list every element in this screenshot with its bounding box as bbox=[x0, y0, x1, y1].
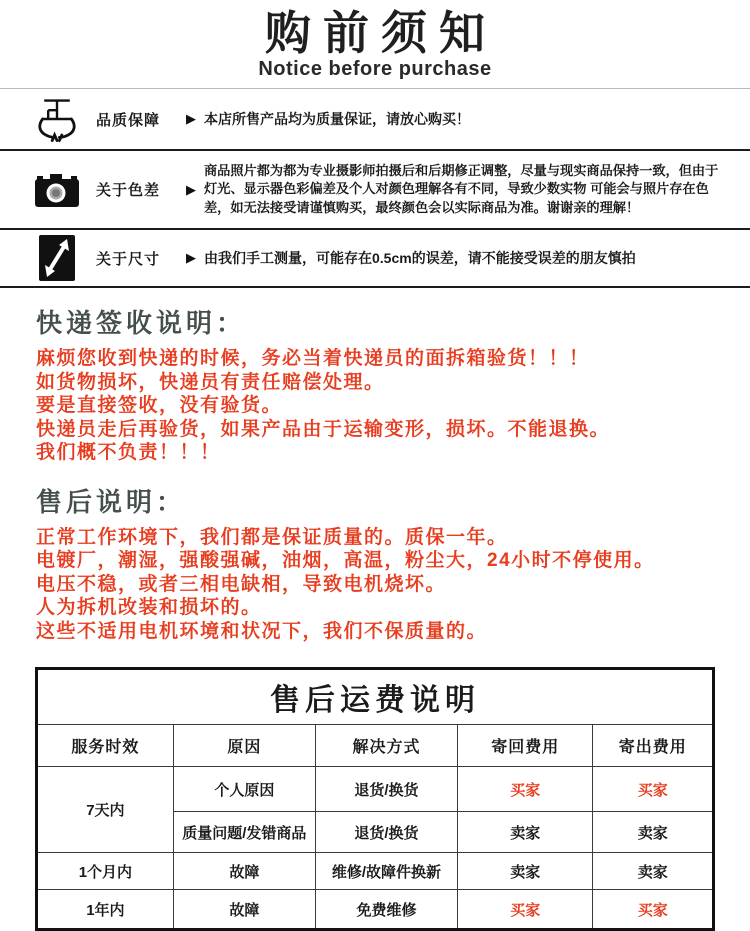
page-header bbox=[0, 0, 750, 81]
after-sale-line: 正常工作环境下，我们都是保证质量的。质保一年。 bbox=[36, 526, 508, 548]
express-line: 麻烦您收到快递的时候，务必当着快递员的面拆箱验货！！！ bbox=[36, 348, 590, 369]
cell-reason: 个人原因 bbox=[173, 767, 315, 812]
after-sale-section bbox=[0, 482, 750, 644]
freight-table-header-row bbox=[37, 725, 714, 767]
table-row bbox=[37, 767, 714, 812]
notice-row-size bbox=[0, 230, 750, 288]
after-sale-section-heading: 售后说明： bbox=[36, 486, 187, 517]
express-line: 如货物损坏，快递员有责任赔偿处理。 bbox=[36, 371, 385, 393]
notice-row-color bbox=[0, 151, 750, 230]
header-reason: 原因 bbox=[173, 725, 315, 767]
triangle-bullet-icon: ▶ bbox=[186, 111, 196, 126]
notice-label-color: 关于色差 bbox=[96, 182, 161, 199]
express-sign-section bbox=[0, 303, 750, 465]
cell-send-fee: 买家 bbox=[593, 767, 714, 812]
after-sale-line: 这些不适用电机环境和状况下，我们不保质量的。 bbox=[36, 620, 488, 642]
cell-time: 1个月内 bbox=[37, 853, 174, 890]
camera-icon bbox=[30, 170, 84, 210]
cell-time: 7天内 bbox=[37, 767, 174, 853]
cell-return-fee: 卖家 bbox=[458, 812, 593, 853]
express-line: 我们概不负责！！！ bbox=[36, 442, 221, 463]
cell-return-fee: 卖家 bbox=[458, 853, 593, 890]
page-subtitle: Notice before purchase bbox=[258, 58, 492, 80]
express-line: 快递员走后再验货，如果产品由于运输变形，损坏。不能退换。 bbox=[36, 418, 611, 440]
cell-return-fee: 买家 bbox=[458, 767, 593, 812]
notice-row-quality bbox=[0, 88, 750, 151]
freight-table-title: 售后运费说明 bbox=[37, 669, 714, 725]
header-send-fee: 寄出费用 bbox=[593, 725, 714, 767]
cell-reason: 故障 bbox=[173, 853, 315, 890]
after-sale-line: 电压不稳，或者三相电缺相，导致电机烧坏。 bbox=[36, 573, 447, 595]
cell-solution: 维修/故障件换新 bbox=[315, 853, 457, 890]
cell-send-fee: 卖家 bbox=[593, 853, 714, 890]
express-section-heading: 快递签收说明： bbox=[36, 308, 247, 338]
notice-text-color: 商品照片都为都为专业摄影师拍摄后和后期修正调整，尽量与现实商品保持一致，但由于灯光、显示器色彩偏差及个人对颜色理解各有不同，导致少数实物 可能会与照片存在色差，如无法接受请谨慎购买，最终颜色会以实际商品为准。谢谢亲的理解！ bbox=[204, 162, 719, 215]
triangle-bullet-icon: ▶ bbox=[186, 181, 196, 197]
quality-hands-icon bbox=[30, 94, 84, 144]
after-sale-line: 人为拆机改装和损坏的。 bbox=[36, 597, 262, 618]
triangle-bullet-icon: ▶ bbox=[186, 250, 196, 265]
measure-arrow-icon bbox=[30, 235, 84, 281]
page-title: 购前须知 bbox=[265, 7, 497, 59]
header-return-fee: 寄回费用 bbox=[458, 725, 593, 767]
cell-reason: 质量问题/发错商品 bbox=[173, 812, 315, 853]
notice-label-size: 关于尺寸 bbox=[96, 250, 161, 268]
cell-send-fee: 买家 bbox=[593, 890, 714, 930]
notice-label-quality: 品质保障 bbox=[96, 111, 161, 129]
cell-send-fee: 卖家 bbox=[593, 812, 714, 853]
header-service-time: 服务时效 bbox=[37, 725, 174, 767]
after-sale-line: 电镀厂，潮湿，强酸强碱，油烟，高温，粉尘大，24小时不停使用。 bbox=[36, 550, 655, 571]
cell-reason: 故障 bbox=[173, 890, 315, 930]
cell-return-fee: 买家 bbox=[458, 890, 593, 930]
cell-solution: 退货/换货 bbox=[315, 812, 457, 853]
notice-text-quality: 本店所售产品均为质量保证，请放心购买！ bbox=[204, 111, 470, 127]
cell-time: 1年内 bbox=[37, 890, 174, 930]
express-line: 要是直接签收，没有验货。 bbox=[36, 395, 283, 416]
table-row bbox=[37, 890, 714, 930]
cell-solution: 免费维修 bbox=[315, 890, 457, 930]
cell-solution: 退货/换货 bbox=[315, 767, 457, 812]
header-solution: 解决方式 bbox=[315, 725, 457, 767]
notice-text-size: 由我们手工测量，可能存在0.5cm的误差，请不能接受误差的朋友慎拍 bbox=[204, 250, 636, 266]
freight-table bbox=[35, 667, 715, 931]
table-row bbox=[37, 853, 714, 890]
